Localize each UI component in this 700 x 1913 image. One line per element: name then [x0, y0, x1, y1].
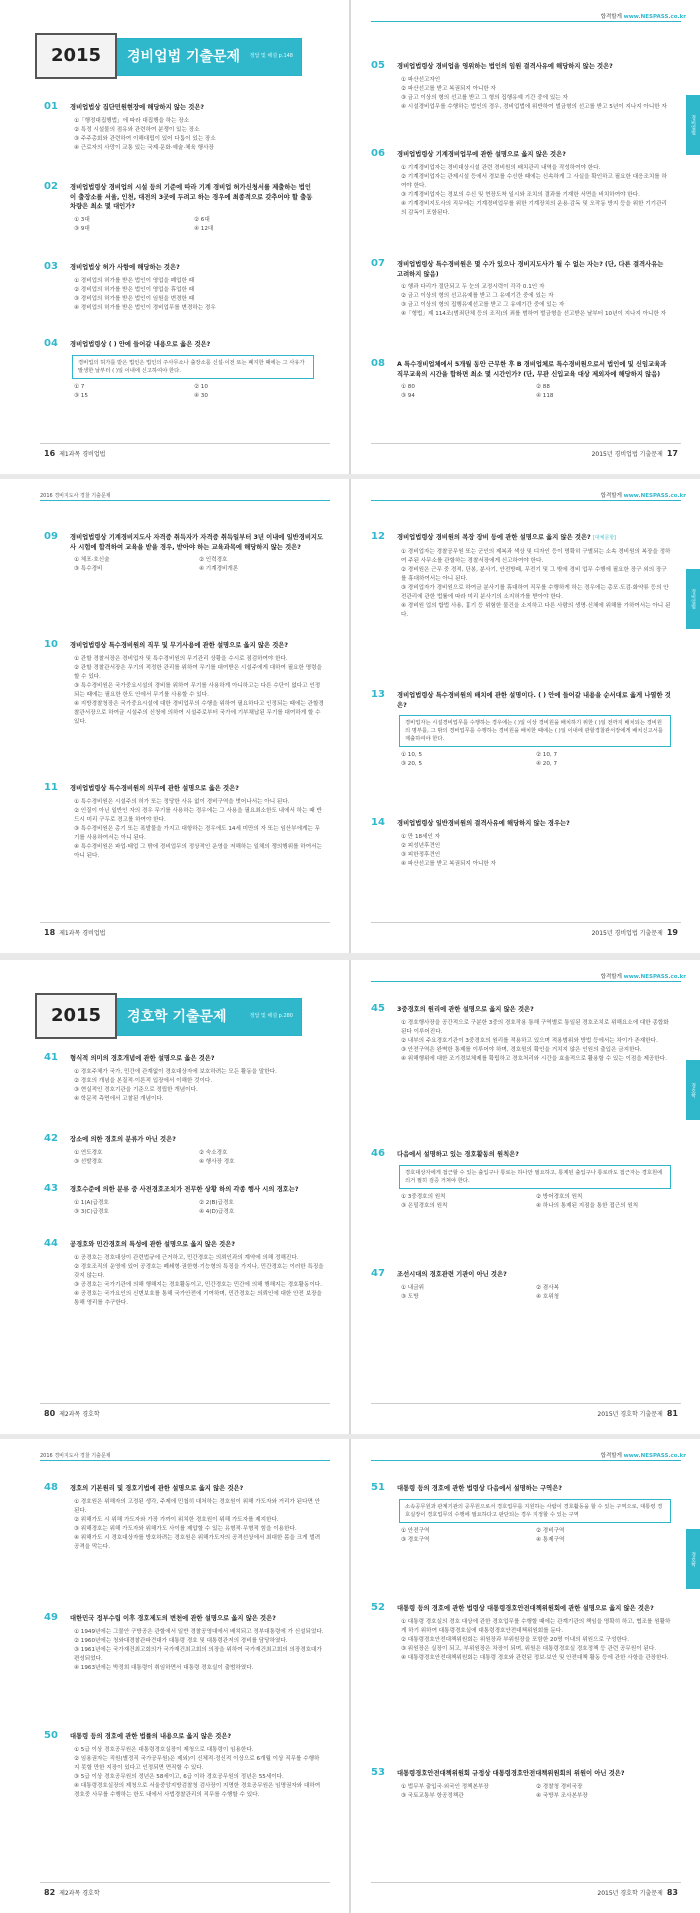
question-51 — [371, 1484, 671, 1545]
option: ② 경찰청 경비국장 — [536, 1783, 583, 1790]
option: ③ 피한정후견인 — [401, 851, 441, 858]
option: ③ 20, 5 — [401, 761, 423, 767]
question-text: 경비업법상 허가 사항에 해당하는 것은? — [70, 264, 180, 271]
question-text: 형식적 의미의 경호개념에 관한 설명으로 옳은 것은? — [70, 1055, 215, 1062]
question-tag: [대체문항] — [592, 535, 617, 541]
option: ① 관할 경찰서장은 경비업자 및 특수경비원의 무기관리 상황을 수시로 점검하여야 한다. — [74, 655, 288, 662]
running-header: 2016 경비지도사 경찰 기출문제 — [40, 493, 111, 499]
option: ④ 지방경찰청장은 국가중요시설에 대한 경비업무의 수행을 위하여 필요하다고 인정되는 때에는 관할경찰관서장으로 하여금 시설주의 신청에 의하여 시설주로부터 국가에 기부채납된 무기를 대여하게 할 수 있다. — [74, 700, 324, 725]
footer-label: 2015년 경호학 기출문제 — [597, 1411, 663, 1418]
option: ③ 금고 이상의 형의 집행유예선고를 받고 그 유예기간 중에 있는 자 — [401, 302, 565, 308]
question-text: 경호수준에 의한 분류 중 사전경호조치가 전무한 상황 하의 각종 행사 시의 경호는? — [70, 1186, 299, 1193]
option: ① 10, 5 — [401, 752, 423, 758]
question-52 — [371, 1604, 671, 1663]
question-49 — [44, 1614, 324, 1673]
question-text: A 특수경비업체에서 5개월 동안 근무한 후 B 경비업체로 특수경비원으로서 법인에 및 신임교육과 직무교육의 시간을 합하면 최소 몇 시간인가? (단, 무관 신입교육 대상 제외자에 해당하지 않음) — [397, 361, 667, 378]
brand-url: www.NESPASS.co.kr — [623, 1453, 686, 1459]
question-text: 공경호와 민간경호의 특성에 관한 설명으로 옳지 않은 것은? — [70, 1241, 235, 1248]
question-14 — [371, 819, 671, 869]
option: ④ 위해행위에 대한 조기경보체제를 확립하고 경호처리와 시간을 효율적으로 활용할 수 있는 이점을 제공한다. — [401, 1055, 667, 1062]
question-02 — [44, 183, 314, 234]
question-text: 경비업법령상 특수경비원의 직무 및 무기사용에 관한 설명으로 옳지 않은 것은? — [70, 642, 289, 649]
question-number: 45 — [371, 1003, 385, 1014]
page-footer — [44, 449, 105, 458]
option: ② 파산선고를 받고 복권되지 아니한 자 — [401, 85, 496, 92]
option: ① 경호원은 위해자의 고정된 생각, 주제에 민첩히 대처하는 경호원이 위해 가도자와 거리가 된다면 안 된다. — [74, 1498, 321, 1514]
question-number: 07 — [371, 258, 385, 269]
page-number: 83 — [666, 1888, 678, 1897]
question-text: 3중경호의 원리에 관한 설명으로 옳지 않은 것은? — [397, 1006, 534, 1013]
question-number: 14 — [371, 817, 385, 828]
question-number: 03 — [44, 261, 58, 272]
option: ③ 금고 이상의 형의 선고를 받고 그 형의 집행유예 기간 중에 있는 자 — [401, 94, 568, 101]
option: ③ 5급 이상 경호공무원의 정년은 58세이고, 6급 이하 경호공무원의 정년은 55세이다. — [74, 1773, 284, 1780]
option: ④ 공경호는 국가요인의 신변보호를 통해 국가안전에 기여하며, 민간경호는 의뢰인에 대한 안전 보장을 통해 영리를 추구한다. — [74, 1290, 322, 1306]
question-44 — [44, 1240, 324, 1308]
option: ① 내금위 — [401, 1284, 425, 1291]
option: ③ 경비업자가 경비원으로 하여금 분사기를 휴대하여 직무를 수행하게 하는 경우에는 총포·도검·화약류 등의 안전관리에 관한 법률에 따라 미리 분사기의 소지허가를 받아야 한다. — [401, 584, 669, 600]
footer-rule — [40, 443, 330, 444]
question-number: 02 — [44, 181, 58, 192]
question-text: 대통령 등의 경호에 관한 법령상 다음에서 설명하는 구역은? — [397, 1485, 562, 1492]
question-number: 42 — [44, 1133, 58, 1144]
question-text: 경비업법령상 기계경비지도사 자격증 취득자가 자격증 취득일부터 3년 이내에 일반경비지도사 시험에 합격하여 교육을 받을 경우, 받아야 하는 교육과목에 해당하지 않는 것은? — [70, 534, 324, 551]
page-footer — [44, 1409, 100, 1418]
option: ④ 경비원 업의 합법 사용, 흉기 등 위험한 물건을 소지하고 다른 사람의 생명·신체에 위해를 가하여서는 아니 된다. — [401, 602, 671, 618]
option: ③ 3(C)급경호 — [74, 1208, 109, 1215]
question-number: 05 — [371, 60, 385, 71]
page-number: 80 — [44, 1409, 56, 1418]
option: ① 7 — [74, 383, 85, 390]
question-text: 경비업법령상 ( ) 안에 들어갈 내용으로 옳은 것은? — [70, 341, 211, 348]
question-number: 12 — [371, 531, 385, 542]
question-text: 대통령 등의 경호에 관한 법률의 내용으로 옳지 않은 것은? — [70, 1733, 232, 1740]
page-number: 17 — [666, 449, 678, 458]
banner-title: 경비업법 기출문제 — [127, 49, 241, 65]
option: ② 기계경비업자는 관제시설 등에서 경보를 수신한 때에는 신속하게 그 사실을 확인하고 필요한 대응조치를 하여야 한다. — [401, 173, 667, 189]
question-text: 대통령 등의 경호에 관한 법령상 대통령경호안전대책위원회에 관한 설명으로 옳지 않은 것은? — [397, 1605, 654, 1612]
option: ④ 경비업의 허가를 받은 법인이 경비업무를 변경하는 경우 — [74, 304, 216, 311]
question-number: 10 — [44, 639, 58, 650]
option: ③ 15 — [74, 392, 88, 399]
header-rule — [371, 500, 681, 501]
option: ① 특수경비원은 시설주의 허가 또는 정당한 사유 없이 경비구역을 벗어나서는 아니 된다. — [74, 798, 290, 805]
question-number: 50 — [44, 1730, 58, 1741]
page-16 — [0, 0, 349, 474]
question-number: 43 — [44, 1183, 58, 1194]
question-box: 경비업자는 시설경비업무를 수행하는 경우에는 ( )일 이상 경비원을 배치하기 위한 ( )일 전까지 배치되는 경비원의 명부를, 그 밖의 경비업무를 수행하는 경비원을 배치한 때에는 ( )일 이내에 관할경찰관서장에게 배치신고서를 제출하여야 한다. — [399, 715, 671, 747]
option: ② 임용권자는 직원(별정직 국가공무원)은 제외)이 신체적·정신적 이상으로 6개월 이상 직무를 수행하지 못할 만한 지장이 있다고 인정되면 면직할 수 있다. — [74, 1755, 320, 1771]
question-text: 대통령경호안전대책위원회 규정상 대통령경호안전대책위원회의 위원이 아닌 것은? — [397, 1770, 625, 1777]
option: ② 6대 — [194, 216, 210, 223]
option: ① 경호행사장을 공간적으로 구분한 3중의 경호작용 통해 구역별로 통일된 경호조치로 위해요소에 대한 종합화된다 이루어진다. — [401, 1019, 669, 1035]
option: ③ 경호구역 — [401, 1536, 430, 1543]
question-43 — [44, 1185, 324, 1217]
spread-1 — [0, 0, 700, 474]
question-50 — [44, 1732, 324, 1800]
option: ② 10, 7 — [536, 752, 558, 758]
option: ① 행과 다리가 절단되고 두 눈의 교정시력이 각각 0.1인 자 — [401, 284, 545, 290]
option: ③ 위원장은 실장이 되고, 부위원장은 차장이 되며, 위원은 대통령경호실 경호정책 등 관련 공무원이 된다. — [401, 1645, 657, 1652]
question-box: 경비업의 허가를 받은 법인은 법인의 주사무소나 출장소를 신설·이전 또는 폐지한 때에는 그 사유가 발생한 날부터 ( )일 이내에 신고하여야 한다. — [72, 355, 314, 379]
question-48 — [44, 1484, 324, 1552]
option: ③ 경비업의 허가를 받은 법인이 임원을 변경한 때 — [74, 295, 195, 302]
option: ④ 근로자의 사망이 교통 있는 국제·문화·예술·체육 행사장 — [74, 144, 214, 151]
option: ③ 국토교통부 항공정책관 — [401, 1792, 464, 1799]
option: ③ 94 — [401, 393, 415, 399]
question-text: 경비업법상 집단민원현장에 해당하지 않는 것은? — [70, 104, 205, 111]
question-04 — [44, 340, 314, 401]
running-header: 2016 경비지도사 경찰 기출문제 — [40, 1453, 111, 1459]
option: ③ 주주총회와 관련하여 이해대립이 있어 다툼이 있는 장소 — [74, 135, 216, 142]
option: ④ 위해가도 시 경호대상자를 방호하려는 경호원은 위해가도자의 공격선상에서 최대한 몸을 크게 벌려 공격을 막는다. — [74, 1534, 321, 1550]
option: ① 경비업자는 경찰공무원 또는 군인의 제복과 색상 및 디자인 등이 명확히 구별되는 소속 경비원의 복장을 정하여 주된 사무소를 관할하는 경찰서장에게 신고하여야 한다. — [401, 548, 671, 564]
page-footer — [592, 928, 678, 937]
page-footer — [44, 1888, 100, 1897]
question-45 — [371, 1005, 671, 1064]
option: ② 경호의 개념을 본질적·이론적 입장에서 이해한 것이다. — [74, 1077, 213, 1084]
option: ③ 선발경호 — [74, 1158, 103, 1165]
page-footer — [592, 449, 678, 458]
question-number: 46 — [371, 1148, 385, 1159]
option: ③ 공경호는 국가기관에 의해 행해지는 경호활동이고, 민간경호는 민간에 의해 행해지는 경호활동이다. — [74, 1281, 322, 1288]
spread-4 — [0, 1439, 700, 1913]
page-number: 19 — [666, 928, 678, 937]
question-text: 경비업법령상 기계경비업무에 관한 설명으로 옳지 않은 것은? — [397, 151, 566, 158]
page-19 — [351, 479, 700, 953]
question-42 — [44, 1135, 324, 1167]
question-47 — [371, 1270, 671, 1302]
option: ① 경호주체가 국가, 민간에 관계없이 경호대상자에 보호하려는 모든 활동을 말한다. — [74, 1068, 277, 1075]
question-number: 11 — [44, 782, 58, 793]
option: ③ 기계경비업자는 경보의 수신 및 현장도착 일시와 조치의 결과를 기재한 서면을 비치하여야 한다. — [401, 191, 640, 198]
footer-label: 2015년 경호학 기출문제 — [597, 1890, 663, 1897]
option: ① 3중경호의 원칙 — [401, 1193, 446, 1200]
option: ④ 하나의 통제된 지점을 통한 접근의 원칙 — [536, 1202, 639, 1209]
brand-name: 합격할게 — [600, 1453, 622, 1459]
question-08 — [371, 360, 671, 401]
question-text: 다음에서 설명하고 있는 경호활동의 원칙은? — [397, 1151, 519, 1158]
option: ③ 안전구역은 완벽한 통제를 이루어야 하며, 경호원의 확인을 거치지 않은 인원의 출입은 금지한다. — [401, 1046, 642, 1053]
option: ② 겸사복 — [536, 1284, 560, 1291]
question-text: 경비업법령상 특수경비원은 몇 수가 있으나 경비지도사가 될 수 없는 자는? (단, 다른 결격사유는 고려하지 않음) — [397, 261, 664, 278]
option: ③ 위해경호는 위해 가도자와 위해가도 사이를 제압할 수 있는 유형적·무형적 힘을 이용한다. — [74, 1525, 297, 1532]
page-82 — [0, 1439, 349, 1913]
question-number: 04 — [44, 338, 58, 349]
footer-rule — [40, 1882, 330, 1883]
option: ① 안전구역 — [401, 1527, 430, 1534]
option: ④ 국방부 조사본부장 — [536, 1792, 588, 1799]
question-07 — [371, 260, 671, 319]
section-banner — [40, 998, 302, 1036]
option: ② 88 — [536, 384, 550, 390]
option: ② 위해가도 시 위해 가도자와 가장 가까이 위치한 경호원이 위해 가도자를 제지한다. — [74, 1516, 279, 1523]
header-rule — [371, 981, 681, 982]
question-number: 41 — [44, 1052, 58, 1063]
question-10 — [44, 641, 324, 727]
question-number: 52 — [371, 1602, 385, 1613]
option: ③ 도방 — [401, 1293, 419, 1300]
option: ④ 통제구역 — [536, 1536, 565, 1543]
option: ③ 9대 — [74, 225, 90, 232]
question-text: 경비업법령상 경비원의 복장 장비 등에 관한 설명으로 옳지 않은 것은? — [397, 534, 591, 541]
question-text: 경비업법령상 특수경비원의 의무에 관한 설명으로 옳은 것은? — [70, 785, 239, 792]
option: ① 1(A)급경호 — [74, 1199, 109, 1206]
question-41 — [44, 1054, 324, 1104]
brand-header — [601, 12, 686, 20]
option: ④ 파산선고를 받고 복권되지 아니한 자 — [401, 860, 496, 867]
question-number: 47 — [371, 1268, 385, 1279]
option: ④ 기계경비개론 — [199, 566, 239, 572]
question-number: 08 — [371, 358, 385, 369]
question-01 — [44, 103, 314, 153]
banner-year: 2015 — [35, 33, 117, 79]
option: ② 경비구역 — [536, 1527, 565, 1534]
option: ② 2(B)급경호 — [199, 1199, 234, 1206]
option: ② 인력경호 — [199, 557, 228, 563]
footer-rule — [371, 1403, 681, 1404]
page-83 — [351, 1439, 700, 1913]
question-09 — [44, 533, 324, 574]
spread-3 — [0, 960, 700, 1434]
option: ④ 행사장 경호 — [199, 1158, 235, 1165]
footer-label: 제1과목 경비업법 — [59, 930, 106, 937]
question-text: 경비업법령상 일반경비원의 결격사유에 해당하지 않는 경우는? — [397, 820, 570, 827]
brand-header — [601, 1451, 686, 1459]
footer-label: 제2과목 경호학 — [59, 1411, 100, 1418]
option: ② 경비업의 허가를 받은 법인이 영업을 휴업한 때 — [74, 286, 195, 293]
option: ④ 기계경비지도사의 직무에는 기계경비업무를 위한 기계장치의 운용·감독 및 오작동 방지 등을 위한 기기관리의 감독이 포함된다. — [401, 200, 667, 216]
option: ① 5급 이상 경호공무원은 대통령경호실장이 제청으로 대통령이 임용한다. — [74, 1746, 254, 1753]
section-banner — [40, 38, 302, 76]
side-tab: 경비업법 — [686, 95, 700, 155]
page-number: 82 — [44, 1888, 56, 1897]
option: ① 파산선고자인 — [401, 76, 441, 83]
question-13 — [371, 691, 671, 769]
question-text: 대한민국 정부수립 이후 경호제도의 변천에 관한 설명으로 옳지 않은 것은? — [70, 1615, 276, 1622]
footer-rule — [40, 922, 330, 923]
question-text: 경비업법령상 특수경비원의 배치에 관한 설명이다. ( ) 안에 들어갈 내용을 순서대로 옳게 나열한 것은? — [397, 692, 671, 709]
option: ② 관할 경찰관서장은 무기의 적정한 관리를 위하여 무기를 대여받은 시설주에게 대하여 필요한 명령을 할 수 있다. — [74, 664, 322, 680]
option: ① 80 — [401, 384, 415, 390]
brand-name: 합격할게 — [600, 14, 622, 20]
option: ④「형법」제 114조(범죄단체 등의 조직)의 죄를 범하여 벌금형을 선고받은 날부터 10년이 지나지 아니한 자 — [401, 311, 667, 317]
question-number: 13 — [371, 689, 385, 700]
option: ① 3대 — [74, 216, 90, 223]
option: ③ 1961년에는 국가재건최고회의가 국가재건최고회의 의장을 위하여 국가재건최고회의 의장경호대가 편성되었다. — [74, 1646, 322, 1662]
option: ② 특정 시설물의 점유와 관련하여 분쟁이 있는 장소 — [74, 126, 200, 133]
brand-header — [601, 491, 686, 499]
banner-meta: 정답 및 해설 p.148 — [249, 53, 293, 59]
page-footer — [597, 1409, 678, 1418]
page-footer — [597, 1888, 678, 1897]
option: ② 경호조직의 운영에 있어 공경호는 폐쇄형·권한형·기능형의 특징을 가지나, 민간경호는 이러한 특징을 갖지 않는다. — [74, 1263, 324, 1279]
option: ③ 은밀경호의 원칙 — [401, 1202, 448, 1209]
brand-header — [601, 972, 686, 980]
banner-title: 경호학 기출문제 — [127, 1009, 227, 1025]
brand-url: www.NESPASS.co.kr — [623, 14, 686, 20]
option: ④ 30 — [194, 392, 208, 399]
page-81 — [351, 960, 700, 1434]
question-03 — [44, 263, 314, 313]
option: ③ 특수경비원은 총기 또는 폭발물을 가지고 대항하는 경우에도 14세 미만의 자 또는 임산부에게는 무기를 사용하여서는 아니 된다. — [74, 825, 320, 841]
question-number: 49 — [44, 1612, 58, 1623]
question-box: 소속공무원과 관계기관의 공무원으로서 경호업무를 지원하는 사람이 경호활동을 할 수 있는 구역으로, 대통령 경호실장이 경호업무의 수행에 필요하다고 판단되는 경우 지정할 수 있는 구역 — [399, 1499, 671, 1523]
question-12 — [371, 533, 671, 620]
question-number: 01 — [44, 101, 58, 112]
question-text: 조선시대의 경호관련 기관이 아닌 것은? — [397, 1271, 507, 1278]
question-text: 경호의 기본원리 및 경호기법에 관한 설명으로 옳지 않은 것은? — [70, 1485, 244, 1492]
option: ① 공경호는 경호대상이 관련법규에 근거하고, 민간경호는 의뢰인과의 계약에 의해 정해진다. — [74, 1254, 299, 1261]
question-number: 44 — [44, 1238, 58, 1249]
side-tab: 경호학 — [686, 1060, 700, 1120]
option: ④ 특수경비원은 파업·태업 그 밖에 경비업무의 정상적인 운영을 저해하는 일체의 쟁의행위를 하여서는 아니 된다. — [74, 843, 322, 859]
header-rule — [40, 1460, 330, 1461]
brand-url: www.NESPASS.co.kr — [623, 974, 686, 980]
question-box: 경호대상자에게 접근할 수 있는 출입구나 통로는 하나만 필요하고, 통제된 출입구나 통로라도 접근자는 경호원에 의거 필히 검증 거쳐야 한다. — [399, 1165, 671, 1189]
option: ③ 특수경비원은 국가중요시설의 경비를 위하여 무기를 사용하게 아니하고는 다른 수단이 없다고 인정되는 때에는 필요한 한도 안에서 무기를 사용할 수 있다. — [74, 682, 321, 698]
option: ④ 대통령경호실장의 제청으로 서울중앙지방검찰청 검사장이 지명한 경호공무원은 임명권자와 대하여 경호중 사무를 수행하는 한도 내에서 사법경찰관리의 직무를 수행할 수 있다. — [74, 1782, 321, 1798]
question-number: 06 — [371, 148, 385, 159]
page-number: 18 — [44, 928, 56, 937]
option: ② 내부의 주요경호기관이 3중경호의 원리를 적용하고 있으며 적용범위와 방법 등에서는 차이가 존재한다. — [401, 1037, 658, 1044]
option: ② 인질이 아닌 일반인 자의 경우 무기를 사용하는 경우에는 그 사용을 필요최소한도 내에서 하는 때 반드시 미리 구두로 경고를 하여야 한다. — [74, 807, 322, 823]
option: ④ 4(D)급경호 — [199, 1208, 235, 1215]
option: ② 10 — [194, 383, 208, 390]
option: ① 대통령 경호실의 경호 대상에 관한 경호업무를 수행할 때에는 관계기관의 책임을 명확히 하고, 협조를 원활하게 하기 위하여 대통령경호실에 대통령경호안전대책위원회를 둔다. — [401, 1618, 671, 1634]
option: ④ 시설경비업무를 수행하는 법인의 경우, 경비업법에 위반하여 벌금형의 선고를 받고 5년이 지나지 아니한 자 — [401, 103, 667, 110]
option: ① 경비업의 허가를 받은 법인이 영업을 폐업한 때 — [74, 277, 195, 284]
page-number: 16 — [44, 449, 56, 458]
question-number: 53 — [371, 1767, 385, 1778]
page-18 — [0, 479, 349, 953]
option: ① 1949년에는 그물안 구방공은 관할에서 일반 경찰공영대에서 배치되고 정부대통령에 가 신설되었다. — [74, 1628, 324, 1635]
question-05 — [371, 62, 671, 112]
page-17 — [351, 0, 700, 474]
footer-rule — [40, 1403, 330, 1404]
question-53 — [371, 1769, 671, 1801]
option: ④ 호위청 — [536, 1293, 560, 1300]
header-rule — [371, 21, 681, 22]
footer-label: 제2과목 경호학 — [59, 1890, 100, 1897]
option: ①「행정대집행법」에 따라 대집행을 하는 장소 — [74, 117, 190, 124]
option: ④ 12대 — [194, 225, 214, 232]
banner-meta: 정답 및 해설 p.280 — [249, 1013, 293, 1019]
footer-rule — [371, 1882, 681, 1883]
question-text: 경비업법령상 경비업의 시설 등의 기준에 따라 기계 경비업 허가신청서를 제출하는 법인이 출장소를 서울, 인천, 대전의 3곳에 두려고 하는 경우에 최종적으로 갖추어야 할 출동차량은 최소 몇 대인가? — [70, 184, 313, 210]
option: ② 대통령경호안전대책위원회는 위원장과 부위원장을 포함한 20명 이내의 위원으로 구성한다. — [401, 1636, 630, 1643]
question-46 — [371, 1150, 671, 1211]
header-rule — [371, 1460, 681, 1461]
option: ① 법무부 출입국·외국인 정책본부장 — [401, 1783, 489, 1790]
spread-2 — [0, 479, 700, 953]
header-rule — [40, 500, 330, 501]
footer-rule — [371, 922, 681, 923]
side-tab: 경호학 — [686, 1529, 700, 1589]
footer-rule — [371, 443, 681, 444]
page-footer — [44, 928, 105, 937]
option: ④ 1963년에는 박정희 대통령이 취임하면서 대통령 경호실이 출범하였다. — [74, 1664, 254, 1671]
question-text: 경비업법령상 경비업을 영위하는 법인의 임원 결격사유에 해당하지 않는 것은? — [397, 63, 613, 70]
option: ② 금고 이상의 형의 선고유예를 받고 그 유예기간 중에 있는 자 — [401, 293, 554, 299]
option: ① 만 18세인 자 — [401, 833, 441, 840]
option: ① 연도경호 — [74, 1149, 103, 1156]
page-80 — [0, 960, 349, 1434]
question-number: 48 — [44, 1482, 58, 1493]
option: ① 체포·호신술 — [74, 557, 110, 563]
banner-year: 2015 — [35, 993, 117, 1039]
page-number: 81 — [666, 1409, 678, 1418]
option: ④ 학문적 측면에서 고찰된 개념이다. — [74, 1095, 164, 1102]
option: ④ 20, 7 — [536, 761, 558, 767]
option: ② 1960년에는 청와대경찰관파견대가 대통령 경호 및 대통령관저의 경비를 담당하였다. — [74, 1637, 288, 1644]
question-text: 장소에 의한 경호의 분류가 아닌 것은? — [70, 1136, 176, 1143]
footer-label: 2015년 경비업법 기출문제 — [591, 930, 663, 937]
option: ④ 118 — [536, 393, 554, 399]
question-11 — [44, 784, 324, 861]
option: ② 피성년후견인 — [401, 842, 441, 849]
option: ② 숙소경호 — [199, 1149, 228, 1156]
brand-url: www.NESPASS.co.kr — [623, 493, 686, 499]
brand-name: 합격할게 — [600, 493, 622, 499]
option: ③ 특수경비 — [74, 566, 103, 572]
question-number: 09 — [44, 531, 58, 542]
side-tab: 경비업법 — [686, 569, 700, 629]
footer-label: 2015년 경비업법 기출문제 — [591, 451, 663, 458]
option: ② 방어경호의 원칙 — [536, 1193, 583, 1200]
footer-label: 제1과목 경비업법 — [59, 451, 106, 458]
option: ③ 현실적인 경호기관을 기준으로 정립한 개념이다. — [74, 1086, 198, 1093]
question-06 — [371, 150, 671, 218]
brand-name: 합격할게 — [600, 974, 622, 980]
question-number: 51 — [371, 1482, 385, 1493]
option: ② 경비원은 근무 중 경적, 단봉, 분사기, 안전방패, 무전기 및 그 밖에 경비 업무 수행에 필요한 장구 외의 장구를 휴대하여서는 아니 된다. — [401, 566, 667, 582]
option: ① 기계경비업자는 경비대상시설 관련 경비원의 배치관리 내역을 작성하여야 한다. — [401, 164, 601, 171]
option: ④ 대통령경호안전대책위원회는 대통령 경호와 관련된 정보·보안 및 안전대책 활동 등에 관한 사항을 관장한다. — [401, 1654, 669, 1661]
